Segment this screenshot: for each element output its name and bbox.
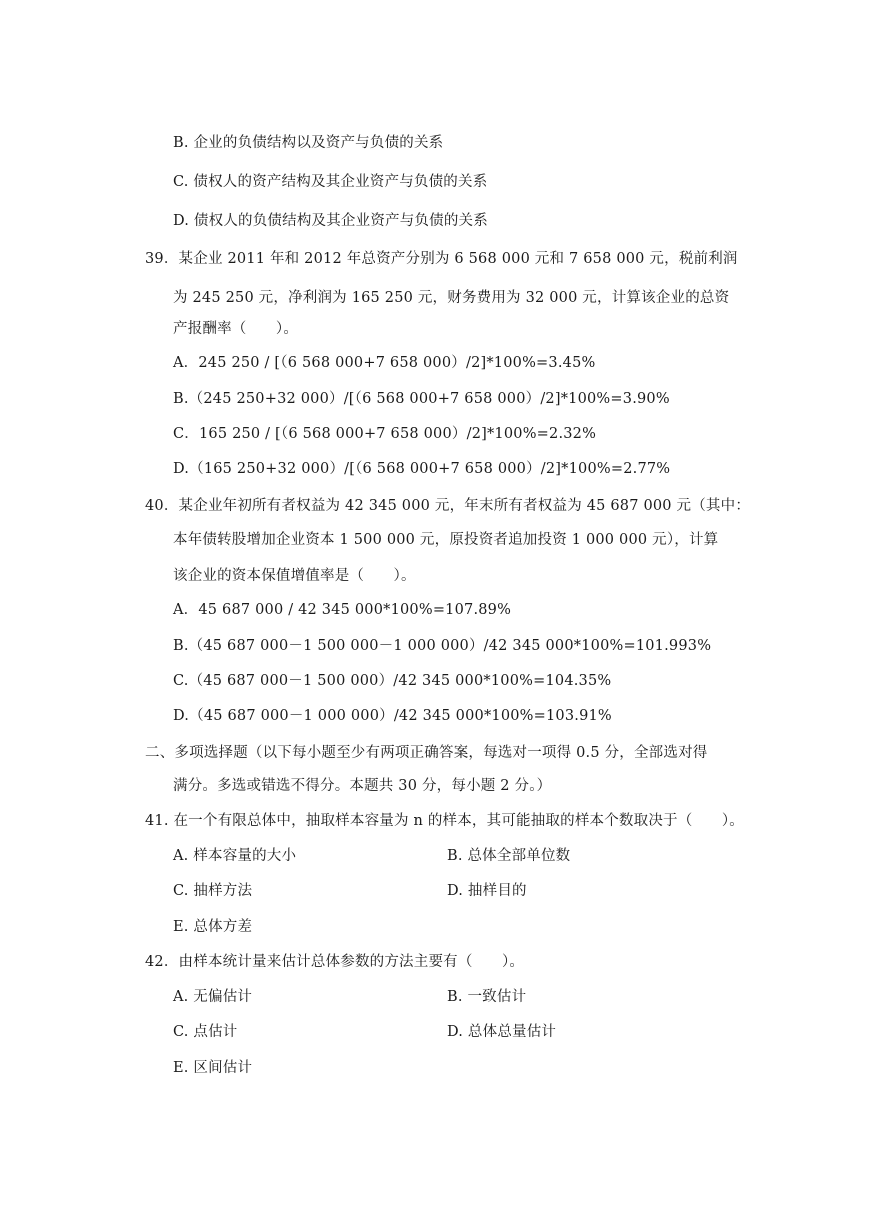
q39-stem-line-1: 39．某企业 2011 年和 2012 年总资产分别为 6 568 000 元和 7 658 000 元，税前利润 (145, 251, 738, 267)
q40-stem-line-1: 40．某企业年初所有者权益为 42 345 000 元，年末所有者权益为 45 687 000 元（其中： (145, 498, 751, 514)
q42-option-c: C. 点估计 (173, 1024, 238, 1040)
q40-stem-line-3: 该企业的资本保值增值率是（ ）。 (173, 568, 416, 584)
q39-stem-line-2: 为 245 250 元，净利润为 165 250 元，财务费用为 32 000 元，计算该企业的总资 (173, 290, 730, 306)
q41-stem: 41. 在一个有限总体中，抽取样本容量为 n 的样本，其可能抽取的样本个数取决于（ ）。 (145, 813, 744, 829)
q40-option-c: C.（45 687 000－1 500 000）/42 345 000*100%=104.35% (173, 673, 612, 689)
q40-option-a: A．45 687 000 / 42 345 000*100%=107.89% (173, 602, 512, 618)
section2-heading-line-1: 二、多项选择题（以下每小题至少有两项正确答案，每选对一项得 0.5 分，全部选对得 (145, 745, 708, 761)
q39-option-a: A．245 250 / [（6 568 000+7 658 000）/2]*100%=3.45% (173, 355, 596, 371)
q42-stem: 42．由样本统计量来估计总体参数的方法主要有（ ）。 (145, 954, 525, 970)
q38-option-b: B. 企业的负债结构以及资产与负债的关系 (173, 135, 444, 151)
q42-option-d: D. 总体总量估计 (447, 1024, 557, 1040)
q39-option-c: C．165 250 / [（6 568 000+7 658 000）/2]*100%=2.32% (173, 426, 597, 442)
q41-option-e: E. 总体方差 (173, 919, 253, 935)
q41-option-d: D. 抽样目的 (447, 883, 527, 899)
q42-option-e: E. 区间估计 (173, 1060, 253, 1076)
q41-option-c: C. 抽样方法 (173, 883, 253, 899)
q39-option-b: B.（245 250+32 000）/[（6 568 000+7 658 000）/2]*100%=3.90% (173, 391, 670, 407)
q40-option-d: D.（45 687 000－1 000 000）/42 345 000*100%=103.91% (173, 708, 612, 724)
q41-option-a: A. 样本容量的大小 (173, 848, 297, 864)
q40-option-b: B.（45 687 000－1 500 000－1 000 000）/42 345 000*100%=101.993% (173, 638, 712, 654)
q39-stem-line-3: 产报酬率（ ）。 (173, 321, 299, 337)
q41-option-b: B. 总体全部单位数 (447, 848, 571, 864)
q42-option-b: B. 一致估计 (447, 989, 527, 1005)
q38-option-c: C. 债权人的资产结构及其企业资产与负债的关系 (173, 174, 488, 190)
q42-option-a: A. 无偏估计 (173, 989, 253, 1005)
q38-option-d: D. 债权人的负债结构及其企业资产与负债的关系 (173, 213, 488, 229)
q39-option-d: D.（165 250+32 000）/[（6 568 000+7 658 000）/2]*100%=2.77% (173, 461, 671, 477)
q40-stem-line-2: 本年债转股增加企业资本 1 500 000 元，原投资者追加投资 1 000 000 元），计算 (173, 532, 719, 548)
section2-heading-line-2: 满分。多选或错选不得分。本题共 30 分，每小题 2 分。） (173, 778, 552, 794)
